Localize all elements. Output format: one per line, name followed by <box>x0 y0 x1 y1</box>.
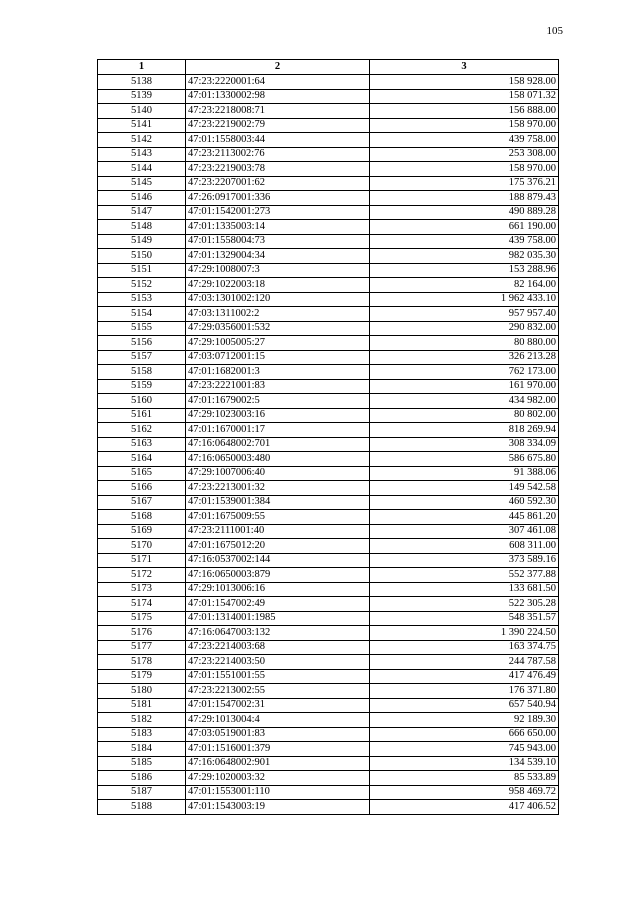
cadastral-number: 47:01:1543003:19 <box>186 800 370 815</box>
amount-value: 762 173.00 <box>370 365 559 380</box>
row-number: 5140 <box>98 104 186 119</box>
table-row <box>98 147 559 162</box>
amount-value: 158 970.00 <box>370 162 559 177</box>
cadastral-number: 47:01:1551001:55 <box>186 669 370 684</box>
amount-value: 657 540.94 <box>370 698 559 713</box>
cadastral-number: 47:23:2213001:32 <box>186 481 370 496</box>
row-number: 5176 <box>98 626 186 641</box>
amount-value: 661 190.00 <box>370 220 559 235</box>
table-row <box>98 118 559 133</box>
row-number: 5175 <box>98 611 186 626</box>
page-number: 105 <box>546 25 563 37</box>
table-row <box>98 365 559 380</box>
table-row <box>98 379 559 394</box>
cadastral-number: 47:03:1301002:120 <box>186 292 370 307</box>
amount-value: 80 802.00 <box>370 408 559 423</box>
table-row <box>98 495 559 510</box>
amount-value: 176 371.80 <box>370 684 559 699</box>
table-row <box>98 684 559 699</box>
amount-value: 149 542.58 <box>370 481 559 496</box>
amount-value: 153 288.96 <box>370 263 559 278</box>
cadastral-number: 47:23:2214003:68 <box>186 640 370 655</box>
table-row <box>98 771 559 786</box>
table-row <box>98 176 559 191</box>
table-row <box>98 727 559 742</box>
table-row <box>98 466 559 481</box>
cadastral-number: 47:01:1547002:49 <box>186 597 370 612</box>
table-row <box>98 89 559 104</box>
row-number: 5159 <box>98 379 186 394</box>
table-row <box>98 350 559 365</box>
table-row <box>98 292 559 307</box>
cadastral-number: 47:23:2113002:76 <box>186 147 370 162</box>
table-row <box>98 582 559 597</box>
cadastral-number: 47:16:0647003:132 <box>186 626 370 641</box>
table-row <box>98 640 559 655</box>
amount-value: 82 164.00 <box>370 278 559 293</box>
table-row <box>98 597 559 612</box>
table-row <box>98 742 559 757</box>
amount-value: 161 970.00 <box>370 379 559 394</box>
table-row <box>98 394 559 409</box>
amount-value: 134 539.10 <box>370 756 559 771</box>
cadastral-number: 47:01:1547002:31 <box>186 698 370 713</box>
amount-value: 308 334.09 <box>370 437 559 452</box>
row-number: 5169 <box>98 524 186 539</box>
table-row <box>98 205 559 220</box>
row-number: 5141 <box>98 118 186 133</box>
header-row <box>98 60 559 75</box>
amount-value: 439 758.00 <box>370 234 559 249</box>
row-number: 5164 <box>98 452 186 467</box>
table-row <box>98 510 559 525</box>
row-number: 5143 <box>98 147 186 162</box>
cadastral-number: 47:01:1329004:34 <box>186 249 370 264</box>
amount-value: 460 592.30 <box>370 495 559 510</box>
row-number: 5170 <box>98 539 186 554</box>
row-number: 5165 <box>98 466 186 481</box>
table-row <box>98 698 559 713</box>
table-row <box>98 336 559 351</box>
amount-value: 158 970.00 <box>370 118 559 133</box>
amount-value: 1 390 224.50 <box>370 626 559 641</box>
cadastral-number: 47:26:0917001:336 <box>186 191 370 206</box>
cadastral-number: 47:03:1311002:2 <box>186 307 370 322</box>
cadastral-number: 47:29:1005005:27 <box>186 336 370 351</box>
cadastral-number: 47:01:1335003:14 <box>186 220 370 235</box>
cadastral-number: 47:01:1670001:17 <box>186 423 370 438</box>
amount-value: 522 305.28 <box>370 597 559 612</box>
cadastral-number: 47:16:0650003:879 <box>186 568 370 583</box>
table-row <box>98 162 559 177</box>
cadastral-number: 47:29:1020003:32 <box>186 771 370 786</box>
table-row <box>98 756 559 771</box>
amount-value: 244 787.58 <box>370 655 559 670</box>
cadastral-number: 47:23:2213002:55 <box>186 684 370 699</box>
cadastral-number: 47:01:1516001:379 <box>186 742 370 757</box>
row-number: 5167 <box>98 495 186 510</box>
cadastral-number: 47:16:0648002:701 <box>186 437 370 452</box>
amount-value: 80 880.00 <box>370 336 559 351</box>
amount-value: 158 071.32 <box>370 89 559 104</box>
table-row <box>98 321 559 336</box>
row-number: 5146 <box>98 191 186 206</box>
row-number: 5144 <box>98 162 186 177</box>
row-number: 5168 <box>98 510 186 525</box>
table-row <box>98 133 559 148</box>
table-row <box>98 452 559 467</box>
table-row <box>98 263 559 278</box>
cadastral-number: 47:01:1330002:98 <box>186 89 370 104</box>
amount-value: 175 376.21 <box>370 176 559 191</box>
table-row <box>98 611 559 626</box>
row-number: 5177 <box>98 640 186 655</box>
table-row <box>98 481 559 496</box>
table-body <box>98 75 559 815</box>
table-row <box>98 713 559 728</box>
cadastral-number: 47:23:2219003:78 <box>186 162 370 177</box>
cadastral-number: 47:16:0648002:901 <box>186 756 370 771</box>
cadastral-number: 47:01:1539001:384 <box>186 495 370 510</box>
table-row <box>98 655 559 670</box>
amount-value: 490 889.28 <box>370 205 559 220</box>
cadastral-number: 47:29:1013004:4 <box>186 713 370 728</box>
cadastral-number: 47:29:1013006:16 <box>186 582 370 597</box>
cadastral-number: 47:29:1007006:40 <box>186 466 370 481</box>
table-row <box>98 423 559 438</box>
cadastral-number: 47:23:2219002:79 <box>186 118 370 133</box>
table-row <box>98 800 559 815</box>
amount-value: 666 650.00 <box>370 727 559 742</box>
row-number: 5179 <box>98 669 186 684</box>
row-number: 5166 <box>98 481 186 496</box>
row-number: 5161 <box>98 408 186 423</box>
amount-value: 163 374.75 <box>370 640 559 655</box>
table-row <box>98 104 559 119</box>
table-row <box>98 437 559 452</box>
amount-value: 608 311.00 <box>370 539 559 554</box>
amount-value: 548 351.57 <box>370 611 559 626</box>
cadastral-number: 47:23:2221001:83 <box>186 379 370 394</box>
row-number: 5156 <box>98 336 186 351</box>
column-header-3: 3 <box>370 60 559 75</box>
table-row <box>98 278 559 293</box>
row-number: 5174 <box>98 597 186 612</box>
cadastral-number: 47:03:0519001:83 <box>186 727 370 742</box>
amount-value: 92 189.30 <box>370 713 559 728</box>
cadastral-number: 47:16:0537002:144 <box>186 553 370 568</box>
amount-value: 552 377.88 <box>370 568 559 583</box>
amount-value: 957 957.40 <box>370 307 559 322</box>
amount-value: 745 943.00 <box>370 742 559 757</box>
column-header-2: 2 <box>186 60 370 75</box>
table-row <box>98 234 559 249</box>
row-number: 5138 <box>98 75 186 90</box>
table-row <box>98 191 559 206</box>
amount-value: 156 888.00 <box>370 104 559 119</box>
row-number: 5148 <box>98 220 186 235</box>
row-number: 5139 <box>98 89 186 104</box>
row-number: 5181 <box>98 698 186 713</box>
row-number: 5182 <box>98 713 186 728</box>
table-row <box>98 785 559 800</box>
row-number: 5172 <box>98 568 186 583</box>
amount-value: 307 461.08 <box>370 524 559 539</box>
cadastral-number: 47:23:2220001:64 <box>186 75 370 90</box>
row-number: 5150 <box>98 249 186 264</box>
table-row <box>98 75 559 90</box>
row-number: 5155 <box>98 321 186 336</box>
row-number: 5153 <box>98 292 186 307</box>
column-header-1: 1 <box>98 60 186 75</box>
row-number: 5157 <box>98 350 186 365</box>
table-row <box>98 408 559 423</box>
table-row <box>98 524 559 539</box>
amount-value: 445 861.20 <box>370 510 559 525</box>
row-number: 5185 <box>98 756 186 771</box>
row-number: 5171 <box>98 553 186 568</box>
row-number: 5187 <box>98 785 186 800</box>
table-row <box>98 220 559 235</box>
cadastral-number: 47:01:1682001:3 <box>186 365 370 380</box>
table-header <box>98 60 559 75</box>
cadastral-number: 47:29:1023003:16 <box>186 408 370 423</box>
table-row <box>98 249 559 264</box>
amount-value: 373 589.16 <box>370 553 559 568</box>
cadastral-number: 47:23:2218008:71 <box>186 104 370 119</box>
amount-value: 188 879.43 <box>370 191 559 206</box>
cadastral-number: 47:01:1558003:44 <box>186 133 370 148</box>
cadastral-number: 47:01:1314001:1985 <box>186 611 370 626</box>
row-number: 5151 <box>98 263 186 278</box>
row-number: 5180 <box>98 684 186 699</box>
cadastral-number: 47:29:1022003:18 <box>186 278 370 293</box>
cadastral-number: 47:29:0356001:532 <box>186 321 370 336</box>
table-row <box>98 553 559 568</box>
row-number: 5183 <box>98 727 186 742</box>
row-number: 5152 <box>98 278 186 293</box>
cadastral-number: 47:01:1679002:5 <box>186 394 370 409</box>
row-number: 5184 <box>98 742 186 757</box>
row-number: 5149 <box>98 234 186 249</box>
registry-table <box>97 59 559 815</box>
row-number: 5178 <box>98 655 186 670</box>
cadastral-number: 47:03:0712001:15 <box>186 350 370 365</box>
amount-value: 253 308.00 <box>370 147 559 162</box>
row-number: 5186 <box>98 771 186 786</box>
cadastral-number: 47:23:2207001:62 <box>186 176 370 191</box>
amount-value: 85 533.89 <box>370 771 559 786</box>
table-row <box>98 626 559 641</box>
amount-value: 133 681.50 <box>370 582 559 597</box>
table-row <box>98 669 559 684</box>
row-number: 5188 <box>98 800 186 815</box>
row-number: 5142 <box>98 133 186 148</box>
cadastral-number: 47:29:1008007:3 <box>186 263 370 278</box>
row-number: 5154 <box>98 307 186 322</box>
amount-value: 958 469.72 <box>370 785 559 800</box>
amount-value: 417 406.52 <box>370 800 559 815</box>
amount-value: 586 675.80 <box>370 452 559 467</box>
amount-value: 818 269.94 <box>370 423 559 438</box>
amount-value: 1 962 433.10 <box>370 292 559 307</box>
row-number: 5160 <box>98 394 186 409</box>
cadastral-number: 47:01:1542001:273 <box>186 205 370 220</box>
row-number: 5163 <box>98 437 186 452</box>
row-number: 5162 <box>98 423 186 438</box>
table-row <box>98 539 559 554</box>
amount-value: 439 758.00 <box>370 133 559 148</box>
amount-value: 290 832.00 <box>370 321 559 336</box>
amount-value: 326 213.28 <box>370 350 559 365</box>
table-row <box>98 307 559 322</box>
amount-value: 434 982.00 <box>370 394 559 409</box>
amount-value: 91 388.06 <box>370 466 559 481</box>
row-number: 5173 <box>98 582 186 597</box>
cadastral-number: 47:01:1553001:110 <box>186 785 370 800</box>
amount-value: 417 476.49 <box>370 669 559 684</box>
row-number: 5145 <box>98 176 186 191</box>
cadastral-number: 47:01:1675012:20 <box>186 539 370 554</box>
amount-value: 982 035.30 <box>370 249 559 264</box>
row-number: 5147 <box>98 205 186 220</box>
table-row <box>98 568 559 583</box>
amount-value: 158 928.00 <box>370 75 559 90</box>
row-number: 5158 <box>98 365 186 380</box>
cadastral-number: 47:23:2214003:50 <box>186 655 370 670</box>
cadastral-number: 47:01:1675009:55 <box>186 510 370 525</box>
cadastral-number: 47:16:0650003:480 <box>186 452 370 467</box>
cadastral-number: 47:23:2111001:40 <box>186 524 370 539</box>
cadastral-number: 47:01:1558004:73 <box>186 234 370 249</box>
